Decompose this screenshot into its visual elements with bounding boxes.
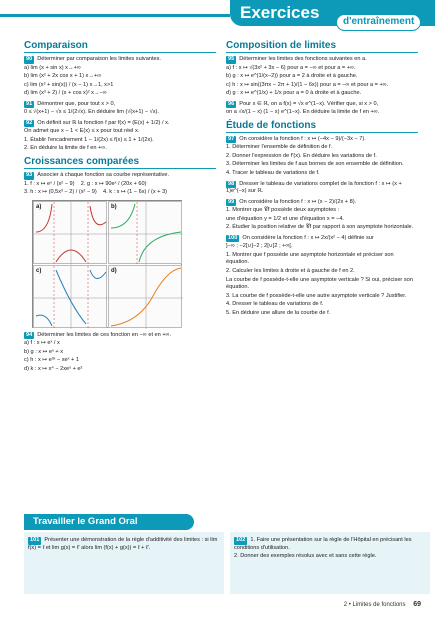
page-number: 69 (413, 601, 421, 608)
exercise-number: 98 (228, 180, 235, 187)
exercise-94 (24, 332, 216, 374)
exercise-number: 92 (26, 119, 33, 126)
exercise-text: On considère la fonction f : x ↦ (x − 2)/(2x + 8). (239, 198, 357, 205)
section-title-composition: Composition de limites (226, 40, 418, 53)
exercise-text: Déterminer les limites de ces fonction en −∞ et en +∞. (37, 331, 172, 338)
function-4: 4. k : x ↦ (1 − 6x) / (x + 3) (102, 189, 168, 196)
exercise-92 (24, 120, 216, 153)
exercise-number: 102 (236, 537, 246, 543)
exercise-number: 93 (26, 172, 33, 179)
question-2-detail: La courbe de f possède-t-elle une asymptote verticale ? Si oui, préciser son équation. (226, 276, 413, 291)
exercise-98 (226, 181, 418, 196)
exercise-text: Associer à chaque fonction sa courbe représentative. (37, 172, 170, 179)
curve-d-icon (109, 266, 183, 329)
page-footer (344, 600, 421, 609)
question-2: 2. Donner des exemples résolus avec et sans cette règle. (234, 553, 377, 560)
exercise-text: Présenter une démonstration de la règle d'additivité des limites : si lim f(x) = ℓ et lim g(x) = ℓ' alors lim (f(x) + g(x)) = ℓ + ℓ'. (28, 537, 218, 551)
curve-a-icon (34, 202, 108, 265)
item-c: c) lim (x³ + sin(x)) / (x − 1) x→1, x>1 (24, 81, 114, 88)
question-2: 2. Donner l'expression de f'(x). En déduire les variations de f. (226, 152, 377, 159)
graph-c (33, 265, 107, 328)
statement: On admet que x − 1 < E(x) ≤ x pour tout réel x. (24, 128, 140, 135)
item-c: c) h : x ↦ sin((3πx − 2π + 1)/(1 − 6x)) pour a = −∞ et pour a = +∞. (226, 81, 389, 88)
exercise-91 (24, 101, 216, 117)
question-2: 2. Calculer les limites à droite et à gauche de f en 2. (226, 268, 355, 275)
exercise-90 (24, 56, 216, 98)
statement: on a √x/(1 − x) (1 − x) e^(1−x). En déduire la limite de f en +∞. (226, 109, 380, 116)
exercise-99 (226, 199, 418, 232)
exercise-97 (226, 136, 418, 178)
exercise-number: 100 (228, 234, 238, 241)
exercise-text: On définit sur ℝ la fonction f par f(x) = (E(x) + 1/2) / x. (37, 119, 170, 126)
exercise-95 (226, 56, 418, 98)
exercise-number: 97 (228, 135, 235, 142)
right-column (226, 40, 418, 320)
item-b: b) g : x ↦ e^(1/(x−2)) pour a = 2 à droite et à gauche. (226, 73, 358, 80)
exercise-text: Pour x ∈ ℝ, on a f(x) = √x e^(1−x). Vérifier que, si x > 0, (239, 100, 379, 107)
graph-b (108, 201, 182, 264)
function-2: 2. g : x ↦ 90eˣ / (20x + 60) (80, 180, 147, 187)
item-d: d) g : x ↦ e^(1/x) + 1/x pour a = 0 à droite et à gauche. (226, 90, 362, 97)
exercise-number: 96 (228, 100, 235, 107)
exercise-text: Dresser le tableau de variations complet de la fonction f : x ↦ (x + 1)e^(−x) sur ℝ. (226, 180, 402, 195)
function-1: 1. f : x ↦ eˣ / (x² − 9) (24, 180, 75, 187)
exercise-number: 95 (228, 56, 235, 62)
item-a: a) f : x ↦ √(3x² + 3x − 6) pour a = −∞ et pour a = +∞. (226, 64, 356, 71)
graph-d (108, 265, 182, 328)
question-4: 4. Dresser le tableau de variations de f. (226, 301, 324, 308)
curve-grid (32, 200, 182, 328)
question-1: 1. Montrer que f possède une asymptote horizontale et préciser son équation. (226, 251, 394, 266)
question-3: 3. Déterminer les limites de f aux bornes de son ensemble de définition. (226, 161, 404, 168)
exercise-number: 101 (30, 537, 40, 543)
exercise-96 (226, 101, 418, 117)
question-5: 5. En déduire une allure de la courbe de f. (226, 309, 331, 316)
domain: ]−∞ ; −2[∪]−2 ; 2[∪]2 ; +∞[. (226, 243, 293, 250)
section-title-croissances: Croissances comparées (24, 156, 216, 169)
curve-b-icon (109, 202, 183, 265)
graph-a (33, 201, 107, 264)
section-title-etude: Étude de fonctions (226, 120, 418, 133)
question-1: 1. Déterminer l'ensemble de définition de f. (226, 144, 333, 151)
exercise-93 (24, 172, 216, 328)
exercise-text: Démontrer que, pour tout x > 0, (37, 100, 116, 107)
inequality: 0 ≤ √(x+1) − √x ≤ 1/(2√x). En déduire lim (√(x+1) − √x). (24, 109, 159, 116)
banner-strip (0, 14, 230, 17)
item-a: a) f : x ↦ eˣ / x (24, 340, 60, 347)
graph-label: a) (36, 203, 42, 210)
question-1: 1. Montrer que 𝒞f possède deux asymptotes : (226, 207, 340, 214)
exercise-number: 90 (26, 56, 33, 62)
question-1-detail: une d'équation y = 1/2 et une d'équation x = −4. (226, 215, 344, 222)
graph-label: b) (111, 203, 117, 210)
exercise-text: Déterminer par comparaison les limites suivantes. (37, 56, 161, 62)
page-title: Exercices (230, 0, 435, 26)
exercise-100 (226, 235, 418, 317)
item-b: b) g : x ↦ eˣ + x (24, 348, 64, 355)
section-title-comparaison: Comparaison (24, 40, 216, 53)
item-a: a) lim (x + sin x) x→+∞ (24, 64, 81, 71)
grand-oral-section (24, 514, 424, 596)
left-column (24, 40, 216, 376)
function-3: 3. h : x ↦ (0,5x³ − 2) / (x² − 9) (24, 189, 97, 196)
item-b: b) lim (x² + 2x cos x + 1) x→+∞ (24, 73, 102, 80)
exercise-number: 94 (26, 331, 33, 338)
graph-label: c) (36, 267, 42, 274)
exercise-text: On considère la fonction f : x ↦ (−4x − 9)/(−3x − 7). (239, 135, 366, 142)
exercise-text: On considère la fonction f : x ↦ 2x/(x² − 4) définie sur (242, 234, 374, 241)
grand-oral-title: Travailler le Grand Oral (24, 514, 194, 530)
question-1: 1. Établir l'encadrement 1 − 1/(2x) ≤ f(x) ≤ 1 + 1/(2x). (24, 136, 154, 143)
curve-c-icon (34, 266, 108, 329)
question-2: 2. Étudier la position relative de 𝒞f par rapport à son asymptote horizontale. (226, 224, 414, 231)
exercise-number: 99 (228, 198, 235, 205)
title-badge: d'entraînement (336, 14, 421, 31)
question-4: 4. Tracer le tableau de variations de f. (226, 170, 320, 177)
chapter-label: 2 • Limites de fonctions (343, 602, 406, 608)
exercise-101 (24, 532, 224, 594)
banner (0, 0, 435, 34)
exercise-102 (230, 532, 430, 594)
question-1: 1. Faire une présentation sur la règle de l'Hôpital en précisant les conditions d'utilisation. (234, 537, 412, 551)
item-d: d) lim (x³ + 2) / (x + cos x)² x→−∞ (24, 90, 107, 97)
exercise-text: Déterminer les limites des fonctions suivantes en a. (239, 56, 367, 62)
question-3: 3. La courbe de f possède-t-elle une autre asymptote verticale ? Justifier. (226, 292, 407, 299)
graph-label: d) (111, 267, 117, 274)
exercise-number: 91 (26, 100, 33, 107)
question-2: 2. En déduire la limite de f en +∞. (24, 145, 107, 152)
item-c: c) h : x ↦ e³ˣ − xeˣ + 1 (24, 357, 79, 364)
item-d: d) k : x ↦ x⁴ − 2xeˣ + e² (24, 365, 83, 372)
